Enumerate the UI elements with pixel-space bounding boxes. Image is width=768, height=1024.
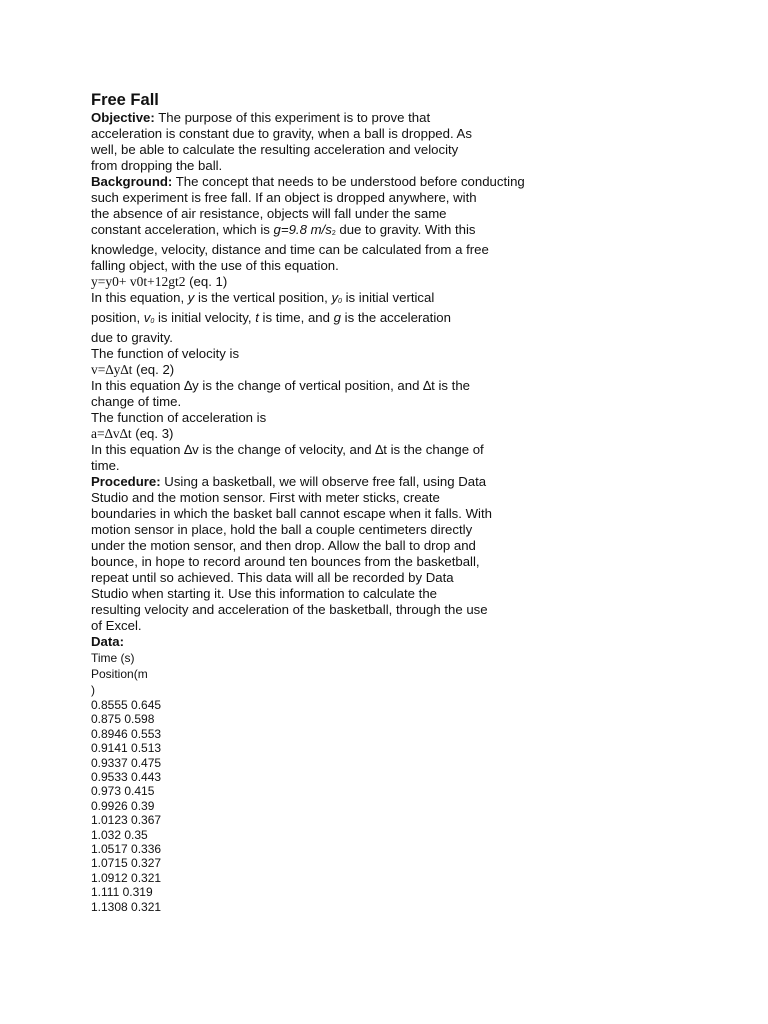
explanation-text: is the acceleration bbox=[340, 310, 451, 325]
gravity-exponent: 2 bbox=[331, 230, 336, 237]
explanation-line: due to gravity. bbox=[91, 330, 173, 345]
procedure-label: Procedure: bbox=[91, 474, 161, 489]
var-g: g bbox=[333, 310, 341, 325]
column-header-position-wrap: ) bbox=[91, 683, 95, 697]
column-header-time: Time (s) bbox=[91, 651, 135, 665]
data-row: 0.8555 0.645 bbox=[91, 698, 162, 712]
explanation-line: change of time. bbox=[91, 394, 182, 409]
explanation-line: In this equation ∆y is the change of vertical position, and ∆t is the bbox=[91, 378, 471, 393]
explanation-text: is initial vertical bbox=[341, 290, 435, 305]
equation-1-explanation bbox=[91, 290, 561, 346]
data-row: 0.9337 0.475 bbox=[91, 755, 162, 770]
procedure-line bbox=[91, 474, 561, 490]
explanation-line: In this equation ∆v is the change of velocity, and ∆t is the change of bbox=[91, 442, 484, 457]
equation-1-formula: y=y0+ v0t+12gt2 bbox=[91, 274, 186, 289]
objective-line: acceleration is constant due to gravity, when a ball is dropped. As bbox=[91, 126, 472, 141]
equation-2-formula: v=∆y∆t bbox=[91, 362, 133, 377]
data-row: 1.032 0.35 bbox=[91, 827, 148, 842]
background-text: constant acceleration, which is bbox=[91, 222, 274, 237]
data-label: Data: bbox=[91, 634, 124, 649]
gravity-value: g=9.8 m/s bbox=[273, 222, 332, 237]
background-line: such experiment is free fall. If an object is dropped anywhere, with bbox=[91, 190, 477, 205]
document-page bbox=[91, 90, 561, 914]
objective-label: Objective: bbox=[91, 110, 155, 125]
data-row: 1.0123 0.367 bbox=[91, 813, 162, 828]
data-rows bbox=[91, 698, 561, 914]
acceleration-intro: The function of acceleration is bbox=[91, 410, 267, 425]
explanation-line: time. bbox=[91, 458, 120, 473]
data-row: 1.1308 0.321 bbox=[91, 899, 162, 914]
procedure-text: Using a basketball, we will observe free fall, using Data bbox=[160, 474, 487, 489]
var-v0: v bbox=[143, 310, 151, 325]
var-y0-subscript: 0 bbox=[338, 298, 342, 305]
objective-line: from dropping the ball. bbox=[91, 158, 223, 173]
data-row: 1.0912 0.321 bbox=[91, 870, 162, 885]
data-row: 0.9926 0.39 bbox=[91, 798, 155, 813]
equation-3 bbox=[91, 426, 561, 442]
explanation-text: In this equation, bbox=[91, 290, 188, 305]
background-text: The concept that needs to be understood before conducting bbox=[172, 174, 525, 189]
data-row: 0.9533 0.443 bbox=[91, 770, 162, 785]
data-row: 0.9141 0.513 bbox=[91, 741, 162, 756]
background-label: Background: bbox=[91, 174, 173, 189]
procedure-line: repeat until so achieved. This data will all be recorded by Data bbox=[91, 570, 454, 585]
equation-2 bbox=[91, 362, 561, 378]
var-y0: y bbox=[331, 290, 339, 305]
background-section bbox=[91, 174, 561, 274]
explanation-text: position, bbox=[91, 310, 144, 325]
background-line: the absence of air resistance, objects will fall under the same bbox=[91, 206, 447, 221]
data-row: 0.875 0.598 bbox=[91, 712, 155, 727]
data-row: 0.973 0.415 bbox=[91, 784, 155, 799]
procedure-line: bounce, in hope to record around ten bounces from the basketball, bbox=[91, 554, 480, 569]
explanation-text: is time, and bbox=[258, 310, 334, 325]
equation-3-formula: a=∆v∆t bbox=[91, 426, 132, 441]
var-y: y bbox=[187, 290, 195, 305]
procedure-line: Studio when starting it. Use this information to calculate the bbox=[91, 586, 437, 601]
equation-1 bbox=[91, 274, 561, 290]
velocity-intro: The function of velocity is bbox=[91, 346, 240, 361]
procedure-line: boundaries in which the basket ball cannot escape when it falls. With bbox=[91, 506, 492, 521]
procedure-line: resulting velocity and acceleration of the basketball, through the use bbox=[91, 602, 488, 617]
procedure-line: of Excel. bbox=[91, 618, 142, 633]
background-line: knowledge, velocity, distance and time can be calculated from a free bbox=[91, 242, 489, 257]
explanation-line bbox=[91, 290, 561, 310]
objective-section bbox=[91, 110, 561, 174]
explanation-text: is initial velocity, bbox=[154, 310, 256, 325]
document-title: Free Fall bbox=[91, 91, 159, 109]
background-text: due to gravity. With this bbox=[335, 222, 476, 237]
var-t: t bbox=[255, 310, 259, 325]
data-row: 0.8946 0.553 bbox=[91, 726, 162, 741]
var-v0-subscript: 0 bbox=[150, 318, 155, 325]
equation-2-ref: (eq. 2) bbox=[132, 362, 175, 377]
background-line: falling object, with the use of this equation. bbox=[91, 258, 339, 273]
procedure-line: Studio and the motion sensor. First with meter sticks, create bbox=[91, 490, 440, 505]
explanation-text: is the vertical position, bbox=[194, 290, 332, 305]
explanation-line bbox=[91, 310, 561, 330]
data-row: 1.0517 0.336 bbox=[91, 842, 162, 857]
background-line bbox=[91, 174, 561, 190]
data-row: 1.0715 0.327 bbox=[91, 856, 162, 871]
data-row: 1.111 0.319 bbox=[91, 885, 153, 900]
procedure-line: under the motion sensor, and then drop. Allow the ball to drop and bbox=[91, 538, 476, 553]
objective-line: well, be able to calculate the resulting acceleration and velocity bbox=[91, 142, 459, 157]
column-header-position: Position(m bbox=[91, 667, 148, 681]
objective-line bbox=[91, 110, 561, 126]
equation-1-ref: (eq. 1) bbox=[185, 274, 228, 289]
data-section bbox=[91, 634, 561, 914]
equation-3-ref: (eq. 3) bbox=[131, 426, 174, 441]
background-line bbox=[91, 222, 561, 242]
procedure-section bbox=[91, 474, 561, 634]
objective-text: The purpose of this experiment is to prove that bbox=[154, 110, 431, 125]
procedure-line: motion sensor in place, hold the ball a couple centimeters directly bbox=[91, 522, 473, 537]
